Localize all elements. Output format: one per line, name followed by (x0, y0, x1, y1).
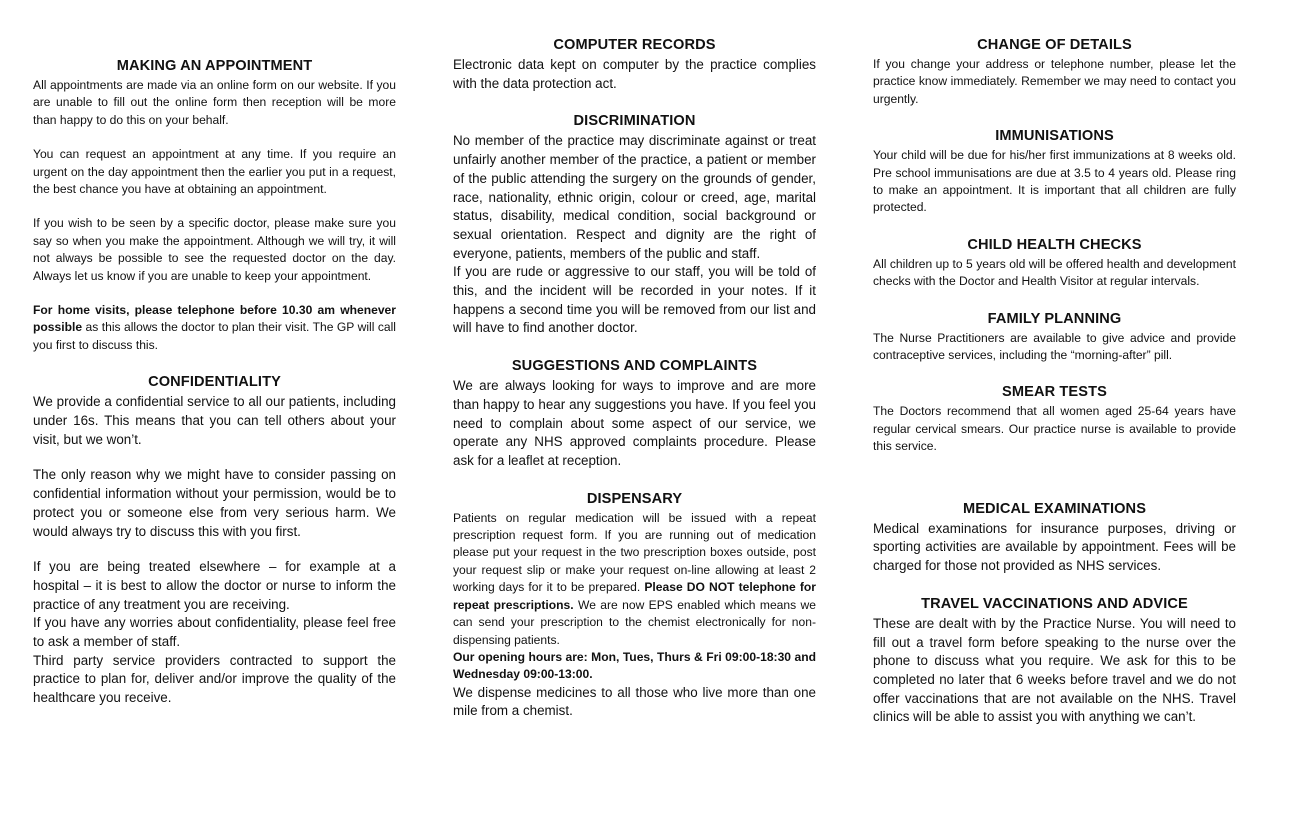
text-run: No member of the practice may discriminate against or treat unfairly another member of the practice, a patient or member of the public attending the surgery on the grounds of gender, race, nationality, ethnic origin, colour or creed, age, marital status, disability, medical condition, social background or sexual orientation. Respect and dignity are the right of everyone, patients, members of the public and staff. (453, 133, 816, 261)
text-run: All appointments are made via an online form on our website. If you are unable to fill out the online form then reception will be more than happy to do this on your behalf. (33, 78, 396, 127)
section-heading: CHANGE OF DETAILS (977, 37, 1132, 53)
paragraph (33, 393, 396, 449)
text-run: If you are rude or aggressive to our staff, you will be told of this, and the incident will be recorded in your notes. If it happens a second time you will be removed from our list and will have to find another doctor. (453, 264, 816, 336)
section-computer-records (453, 36, 816, 93)
text-run: Electronic data kept on computer by the practice complies with the data protection act. (453, 57, 816, 91)
column-2 (453, 36, 816, 833)
paragraph (33, 558, 396, 614)
section-heading: TRAVEL VACCINATIONS AND ADVICE (921, 595, 1188, 612)
text-run: We are always looking for ways to improve and are more than happy to hear any suggestions you have. If you feel you need to complain about some aspect of our service, we operate any NHS approved complaints procedure. Please ask for a leaflet at reception. (453, 378, 816, 468)
paragraph (873, 403, 1236, 455)
paragraph (453, 510, 816, 649)
section-making-an-appointment (33, 57, 396, 354)
section-family-planning (873, 310, 1236, 365)
section-heading: MEDICAL EXAMINATIONS (962, 500, 1147, 517)
text-run: If you wish to be seen by a specific doctor, please make sure you say so when you make the appointment. Although we will try, it will not always be possible to see the requested doctor on the day. Always let us know if you are unable to keep your appointment. (33, 216, 396, 283)
paragraph (453, 132, 816, 263)
section-discrimination (453, 112, 816, 338)
section-heading: IMMUNISATIONS (995, 128, 1114, 145)
section-heading: CHILD HEALTH CHECKS (967, 236, 1142, 253)
text-run: We dispense medicines to all those who live more than one mile from a chemist. (453, 684, 816, 719)
section-heading: FAMILY PLANNING (987, 310, 1122, 327)
paragraph (33, 466, 396, 541)
text-run: Your child will be due for his/her first immunizations at 8 weeks old. Pre school immunisations are due at 3.5 to 4 years old. Please ring to make an appointment. It is important that all children are fully protected. (873, 148, 1236, 215)
text-run: These are dealt with by the Practice Nurse. You will need to fill out a travel form before speaking to the nurse over the phone to discuss what you require. We ask for this to be completed no later that 6 weeks before travel and we do not offer vaccinations that are not available on the NHS. Travel clinics will be able to assist you with anything we can’t. (873, 615, 1236, 725)
section-smear-tests (873, 383, 1236, 455)
paragraph (873, 147, 1236, 217)
paragraph (33, 77, 396, 129)
text-run: Third party service providers contracted to support the practice to plan for, deliver and/or improve the quality of the healthcare you receive. (33, 652, 396, 706)
text-run: If you change your address or telephone number, please let the practice know immediately. Remember we may need to contact you urgently. (873, 57, 1236, 106)
text-run: Patients on regular medication will be issued with a repeat prescription request form. If you are running out of medication please put your request in the two prescription boxes outside, post your request slip or make your request on-line allowing at least 2 working days for it to be prepared. (453, 510, 816, 595)
paragraph (453, 684, 816, 721)
paragraph (873, 330, 1236, 365)
text-run: Medical examinations for insurance purposes, driving or sporting activities are available by appointment. Fees will be charged for those not provided as NHS services. (873, 520, 1236, 574)
text-run: We provide a confidential service to all our patients, including under 16s. This means that you can tell others about your visit, but we won’t. (33, 394, 396, 447)
section-heading: DISPENSARY (586, 490, 683, 507)
paragraph (873, 256, 1236, 291)
section-change-of-details (873, 36, 1236, 108)
text-run: We are now EPS enabled which means we can send your prescription to the chemist electronically for non-dispensing patients. (453, 597, 817, 647)
paragraph (453, 263, 816, 338)
section-heading: DISCRIMINATION (573, 113, 696, 130)
paragraph (33, 302, 396, 354)
paragraph (453, 56, 816, 93)
paragraph (873, 520, 1236, 576)
section-immunisations (873, 127, 1236, 217)
paragraph (33, 614, 396, 651)
paragraph (33, 215, 396, 285)
section-suggestions-and-complaints (453, 357, 816, 471)
section-child-health-checks (873, 236, 1236, 291)
text-run: The Doctors recommend that all women aged 25-64 years have regular cervical smears. Our practice nurse is available to provide this service. (873, 404, 1236, 454)
paragraph (453, 377, 816, 471)
paragraph (873, 56, 1236, 108)
section-heading: SUGGESTIONS AND COMPLAINTS (511, 358, 758, 375)
bold-text-run: Please DO NOT telephone for repeat prescriptions. (453, 580, 816, 612)
text-run: All children up to 5 years old will be offered health and development checks with the Doctor and Health Visitor at regular intervals. (873, 256, 1236, 289)
section-heading: CONFIDENTIALITY (148, 374, 281, 391)
bold-text-run: Our opening hours are: Mon, Tues, Thurs & Fri 09:00-18:30 and Wednesday 09:00-13:00. (453, 649, 816, 682)
paragraph (33, 146, 396, 198)
text-run: You can request an appointment at any time. If you require an urgent on the day appointment then the earlier you put in a request, the best chance you have at obtaining an appointment. (33, 147, 396, 197)
section-dispensary (453, 490, 816, 721)
section-heading: MAKING AN APPOINTMENT (116, 58, 313, 74)
text-run: as this allows the doctor to plan their visit. The GP will call you first to discuss this. (33, 320, 396, 352)
column-3 (873, 36, 1236, 833)
section-heading: SMEAR TESTS (1002, 384, 1107, 401)
column-1 (33, 36, 396, 833)
text-run: The Nurse Practitioners are available to give advice and provide contraceptive services, including the “morning-after” pill. (873, 330, 1236, 363)
section-confidentiality (33, 373, 396, 708)
section-heading: COMPUTER RECORDS (553, 37, 716, 53)
text-run: If you are being treated elsewhere – for example at a hospital – it is best to allow the doctor or nurse to inform the practice of any treatment you are receiving. (33, 559, 396, 612)
paragraph (453, 649, 816, 684)
section-medical-examinations (873, 500, 1236, 576)
paragraph (33, 652, 396, 708)
bold-text-run: For home visits, please telephone before 10.30 am whenever possible (33, 303, 396, 335)
section-travel-vaccinations-and-advice (873, 595, 1236, 727)
text-run: If you have any worries about confidentiality, please feel free to ask a member of staff. (33, 615, 396, 650)
text-run: The only reason why we might have to consider passing on confidential information without your permission, would be to protect you or someone else from very serious harm. We would always try to discuss this with you first. (33, 467, 396, 539)
paragraph (873, 615, 1236, 727)
